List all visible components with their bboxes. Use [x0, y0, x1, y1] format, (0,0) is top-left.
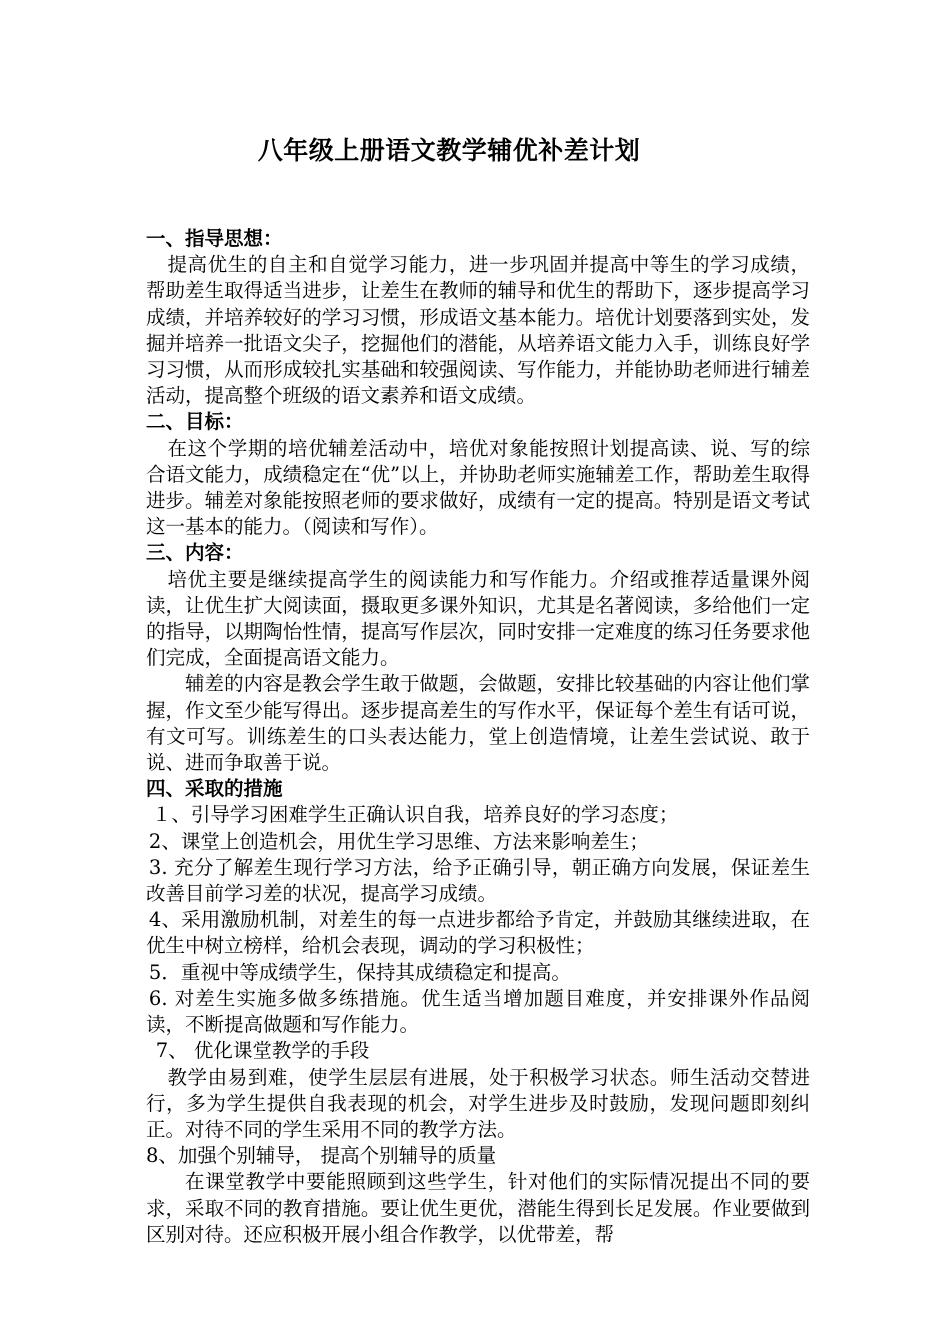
section-heading-content: 三、内容： — [146, 541, 244, 565]
measure-item-1: １、引导学习困难学生正确认识自我，培养良好的学习态度； — [151, 803, 679, 827]
measure-item-2: 2、课堂上创造机会，用优生学习思维、方法来影响差生； — [148, 829, 649, 853]
guiding-thought-paragraph: 提高优生的自主和自觉学习能力，进一步巩固并提高中等生的学习成绩，帮助差生取得适当进步，让差生在教师的辅导和优生的帮助下，逐步提高学习成绩，并培养较好的学习习惯，形成语文基本能力。培优计划要落到实处，发掘并培养一批语文尖子，挖掘他们的潜能，从培养语文能力入手，训练良好学习习惯，从而形成较扎实基础和较强阅读、写作能力，并能协助老师进行辅差活动，提高整个班级的语文素养和语文成绩。 — [146, 253, 810, 408]
page-title: 八年级上册语文教学辅优补差计划 — [257, 136, 641, 165]
measure-item-7: 7、 优化课堂教学的手段 — [155, 1039, 370, 1063]
measure-item-3: 3. 充分了解差生现行学习方法，给予正确引导，朝正确方向发展，保证差生改善目前学习差的状况，提高学习成绩。 — [146, 855, 810, 906]
measure-item-7-detail: 教学由易到难，使学生层层有进展，处于积极学习状态。师生活动交替进行，多为学生提供自我表现的机会，对学生进步及时鼓励，发现问题即刻纠正。对待不同的学生采用不同的教学方法。 — [146, 1065, 810, 1141]
section-heading-measures: 四、采取的措施 — [146, 777, 283, 801]
measure-item-8-detail: 在课堂教学中要能照顾到这些学生，针对他们的实际情况提出不同的要求，采取不同的教育措施。要让优生更优，潜能生得到长足发展。作业要做到区别对待。还应积极开展小组合作教学，以优带差，帮 — [146, 1170, 810, 1246]
section-heading-guiding-thought: 一、指导思想： — [146, 227, 283, 250]
document-body — [146, 226, 810, 1248]
measure-item-8: 8、加强个别辅导， 提高个别辅导的质量 — [146, 1144, 497, 1168]
goals-paragraph: 在这个学期的培优辅差活动中，培优对象能按照计划提高读、说、写的综合语文能力，成绩稳定在“优”以上，并协助老师实施辅差工作，帮助差生取得进步。辅差对象能按照老师的要求做好，成绩有一定的提高。特别是语文考试这一基本的能力。（阅读和写作）。 — [146, 436, 810, 539]
section-heading-goals: 二、目标： — [146, 410, 244, 434]
measure-item-6: 6. 对差生实施多做多练措施。优生适当增加题目难度，并安排课外作品阅读，不断提高做题和写作能力。 — [146, 986, 810, 1037]
measure-item-5: 5．重视中等成绩学生，保持其成绩稳定和提高。 — [148, 960, 571, 984]
content-paragraph-1: 培优主要是继续提高学生的阅读能力和写作能力。介绍或推荐适量课外阅读，让优生扩大阅读面，摄取更多课外知识，尤其是名著阅读，多给他们一定的指导，以期陶怡性情，提高写作层次，同时安排一定难度的练习任务要求他们完成，全面提高语文能力。 — [146, 567, 810, 670]
content-paragraph-2: 辅差的内容是教会学生敢于做题，会做题，安排比较基础的内容让他们掌握，作文至少能写得出。逐步提高差生的写作水平，保证每个差生有话可说，有文可写。训练差生的口头表达能力，堂上创造情境，让差生尝试说、敢于说、进而争取善于说。 — [146, 672, 810, 775]
measure-item-4: 4、采用激励机制，对差生的每一点进步都给予肯定，并鼓励其继续进取，在优生中树立榜样，给机会表现，调动的学习积极性； — [146, 908, 810, 958]
